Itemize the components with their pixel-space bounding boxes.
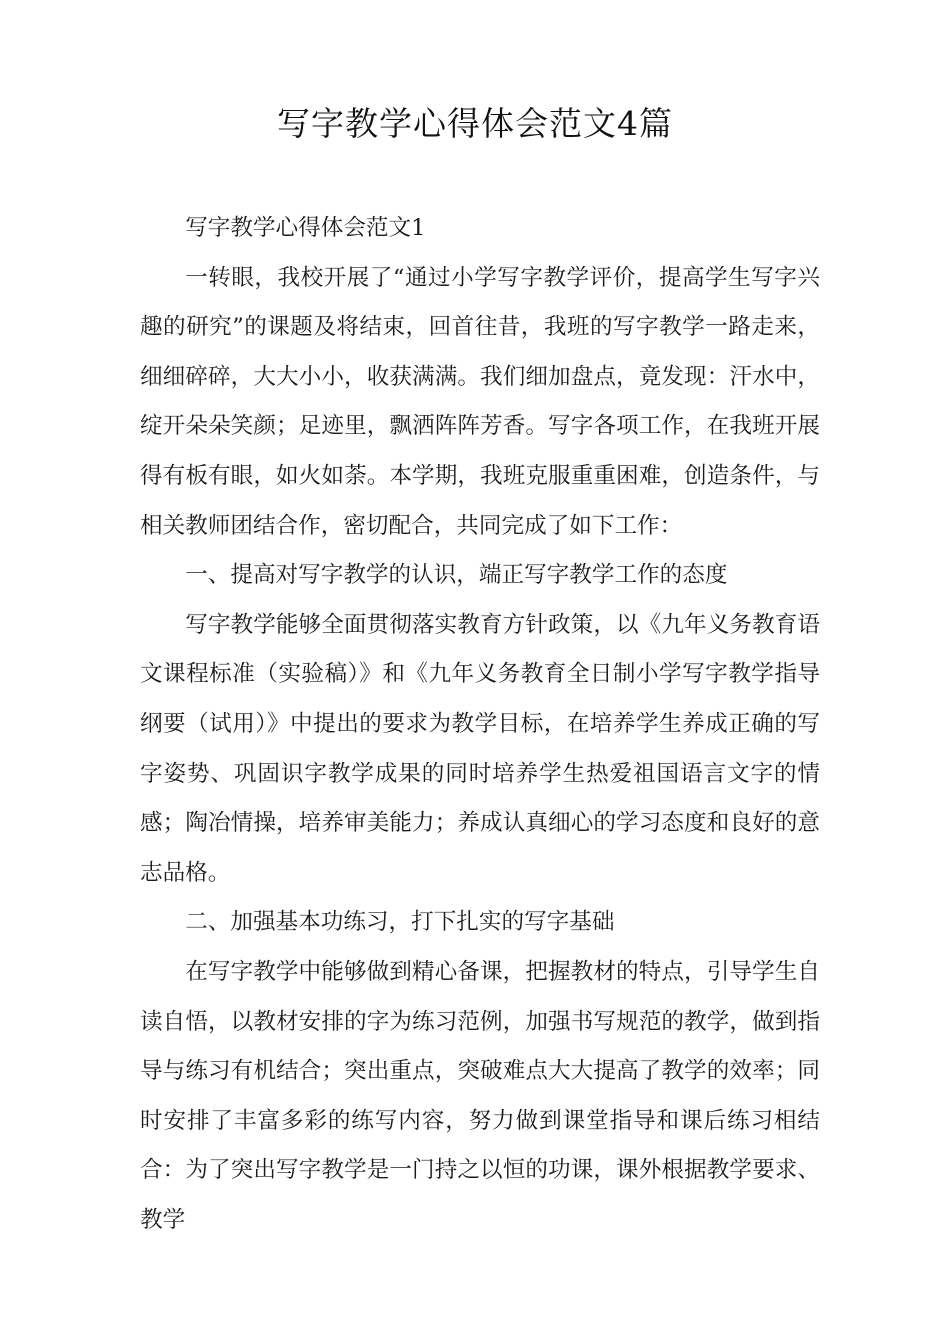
section-heading: 写字教学心得体会范文1 <box>185 215 426 241</box>
paragraph-1: 写字教学能够全面贯彻落实教育方针政策，以《九年义务教育语文课程标准（实验稿）》和《九年义务教育全日制小学写字教学指导纲要（试用）》中提出的要求为教学目标，在培养学生养成正确的写字姿势、巩固识字教学成果的同时培养学生热爱祖国语言文字的情感；陶冶情操，培养审美能力；养成认真细心的学习态度和良好的意志品格。 <box>140 611 820 886</box>
document-body <box>140 204 820 1245</box>
paragraph-intro: 一转眼，我校开展了“通过小学写字教学评价，提高学生写字兴趣的研究”的课题及将结束，回首往昔，我班的写字教学一路走来，细细碎碎，大大小小，收获满满。我们细加盘点，竟发现：汗水中，绽开朵朵笑颜；足迹里，飘洒阵阵芳香。写字各项工作，在我班开展得有板有眼，如火如荼。本学期，我班克服重重困难，创造条件，与相关教师团结合作，密切配合，共同完成了如下工作： <box>140 264 820 539</box>
subheading-2: 二、加强基本功练习，打下扎实的写字基础 <box>185 909 615 936</box>
subheading-1: 一、提高对写字教学的认识，端正写字教学工作的态度 <box>185 562 728 589</box>
paragraph-2: 在写字教学中能够做到精心备课，把握教材的特点，引导学生自读自悟，以教材安排的字为练习范例，加强书写规范的教学，做到指导与练习有机结合；突出重点，突破难点大大提高了教学的效率；同时安排了丰富多彩的练写内容，努力做到课堂指导和课后练习相结合：为了突出写字教学是一门持之以恒的功课，课外根据教学要求、教学 <box>140 958 820 1233</box>
document-title: 写字教学心得体会范文4篇 <box>277 104 673 143</box>
